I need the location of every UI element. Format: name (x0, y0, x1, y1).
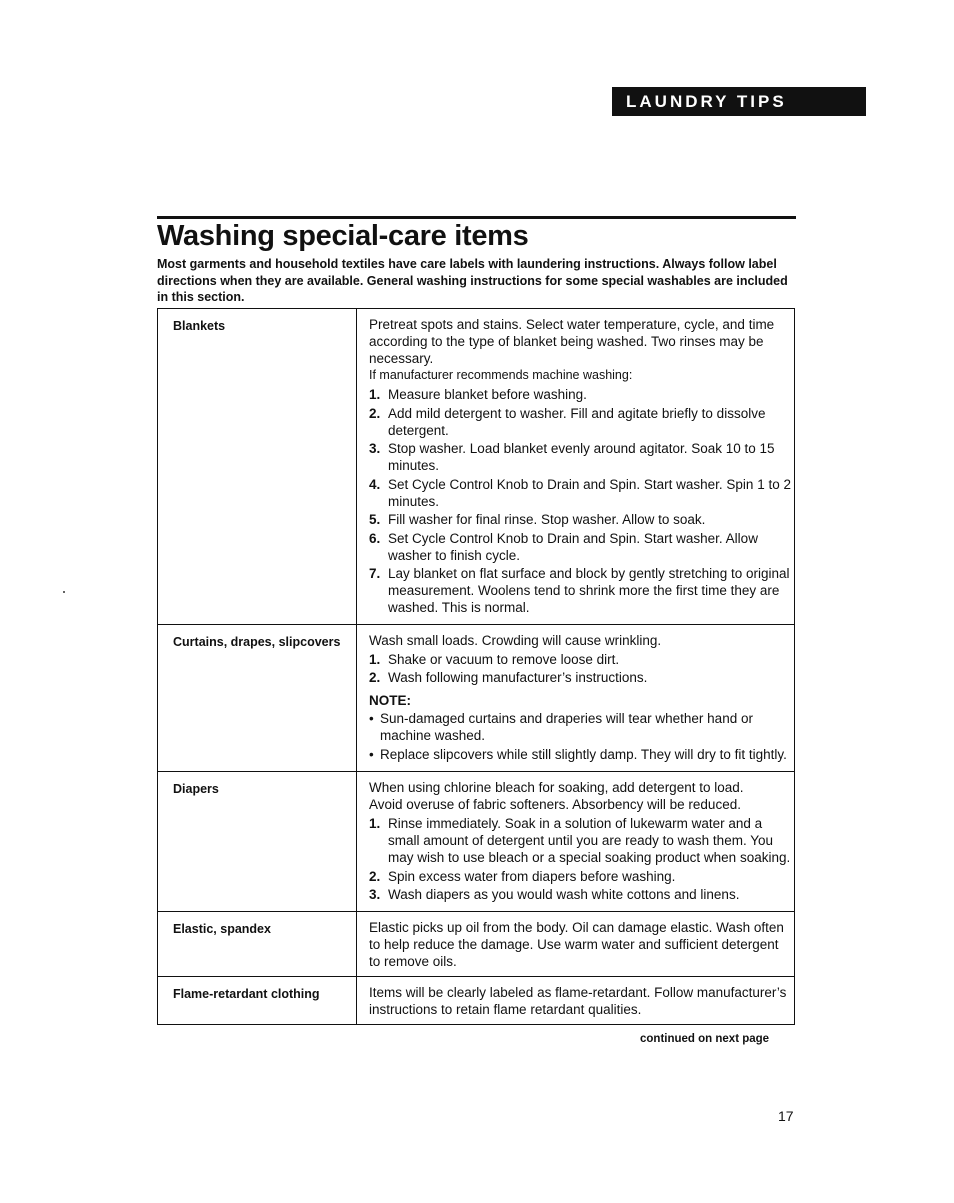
steps-list (369, 651, 792, 687)
note-label: NOTE: (369, 693, 411, 708)
step-text: Set Cycle Control Knob to Drain and Spin. Start washer. Allow washer to finish cycle. (388, 530, 758, 563)
step-number: 2. (369, 868, 381, 884)
item-name-cell: Elastic, spandex (158, 911, 357, 976)
page-title: Washing special-care items (157, 220, 529, 252)
step-text: Shake or vacuum to remove loose dirt. (388, 651, 620, 667)
instructions-cell (357, 624, 795, 772)
note-bullets (369, 710, 792, 763)
step-number: 6. (369, 530, 381, 546)
step-text: Set Cycle Control Knob to Drain and Spin. Start washer. Spin 1 to 2 minutes. (388, 476, 791, 509)
step-text: Wash following manufacturer’s instructions. (388, 670, 648, 685)
instructions-cell (357, 309, 795, 625)
instruction-paragraph: Avoid overuse of fabric softeners. Absorbency will be reduced. (369, 797, 741, 812)
bullet-text: Sun-damaged curtains and draperies will tear whether hand or machine washed. (380, 711, 753, 743)
table-row (158, 772, 795, 912)
instruction-paragraph: When using chlorine bleach for soaking, add detergent to load. (369, 780, 744, 795)
bullet-icon: • (369, 711, 374, 726)
step-item (369, 530, 792, 564)
item-name-cell: Curtains, drapes, slipcovers (158, 624, 357, 772)
instruction-paragraph: Elastic picks up oil from the body. Oil can damage elastic. Wash often to help reduce the damage. Use warm water and sufficient detergent to remove oils. (369, 919, 784, 969)
step-item (369, 886, 792, 903)
step-item (369, 565, 792, 616)
step-item (369, 669, 792, 686)
instruction-paragraph: If manufacturer recommends machine washing: (369, 368, 633, 382)
intro-paragraph: Most garments and household textiles have care labels with laundering instructions. Always follow label directions when they are available. General washing instructions for some special washables are included in this section. (157, 257, 788, 304)
step-text: Measure blanket before washing. (388, 387, 587, 402)
step-text: Stop washer. Load blanket evenly around agitator. Soak 10 to 15 minutes. (388, 441, 775, 473)
item-name-cell: Flame-retardant clothing (158, 976, 357, 1024)
step-number: 7. (369, 566, 381, 581)
step-number: 3. (369, 441, 381, 456)
table-row (158, 309, 795, 625)
step-text: Lay blanket on flat surface and block by gently stretching to original measurement. Woolens tend to shrink more the first time they are washed. This is normal. (388, 566, 790, 615)
step-number: 2. (369, 405, 381, 421)
step-text: Rinse immediately. Soak in a solution of lukewarm water and a small amount of detergent until you are ready to wash them. You may wish to use bleach or a special soaking product when soaking. (388, 816, 791, 865)
bullet-item (369, 746, 792, 763)
step-text: Spin excess water from diapers before washing. (388, 868, 676, 884)
steps-list (369, 386, 792, 616)
steps-list (369, 815, 792, 903)
step-number: 5. (369, 512, 381, 527)
care-instructions-table (157, 308, 795, 1025)
title-rule (157, 216, 796, 219)
step-item (369, 815, 792, 866)
step-text: Fill washer for final rinse. Stop washer. Allow to soak. (388, 512, 706, 527)
step-number: 4. (369, 476, 381, 492)
item-name-cell: Blankets (158, 309, 357, 625)
table-row (158, 911, 795, 976)
step-number: 3. (369, 887, 381, 902)
step-item (369, 868, 792, 885)
step-text: Wash diapers as you would wash white cottons and linens. (388, 887, 740, 902)
bullet-icon: • (369, 747, 374, 762)
step-number: 2. (369, 670, 381, 685)
step-number: 1. (369, 651, 381, 667)
instructions-cell (357, 772, 795, 912)
step-item (369, 405, 792, 439)
step-item (369, 440, 792, 474)
step-item (369, 476, 792, 510)
step-item (369, 651, 792, 668)
instructions-cell (357, 911, 795, 976)
step-number: 1. (369, 816, 381, 831)
step-text: Add mild detergent to washer. Fill and agitate briefly to dissolve detergent. (388, 405, 766, 438)
scan-speck (63, 591, 65, 593)
table-row (158, 624, 795, 772)
instruction-paragraph: Wash small loads. Crowding will cause wrinkling. (369, 632, 662, 648)
instructions-cell (357, 976, 795, 1024)
instruction-paragraph: Items will be clearly labeled as flame-retardant. Follow manufacturer’s instructions to retain flame retardant qualities. (369, 984, 787, 1017)
bullet-text: Replace slipcovers while still slightly damp. They will dry to fit tightly. (380, 747, 787, 762)
continued-note: continued on next page (640, 1033, 770, 1045)
step-item (369, 386, 792, 403)
table-row (158, 976, 795, 1024)
step-number: 1. (369, 387, 381, 402)
instruction-paragraph: Pretreat spots and stains. Select water temperature, cycle, and time according to the type of blanket being washed. Two rinses may be necessary. (369, 317, 775, 366)
page-number: 17 (778, 1108, 794, 1124)
section-header-laundry-tips: LAUNDRY TIPS (612, 87, 866, 116)
item-name-cell: Diapers (158, 772, 357, 912)
step-item (369, 511, 792, 528)
bullet-item (369, 710, 792, 744)
